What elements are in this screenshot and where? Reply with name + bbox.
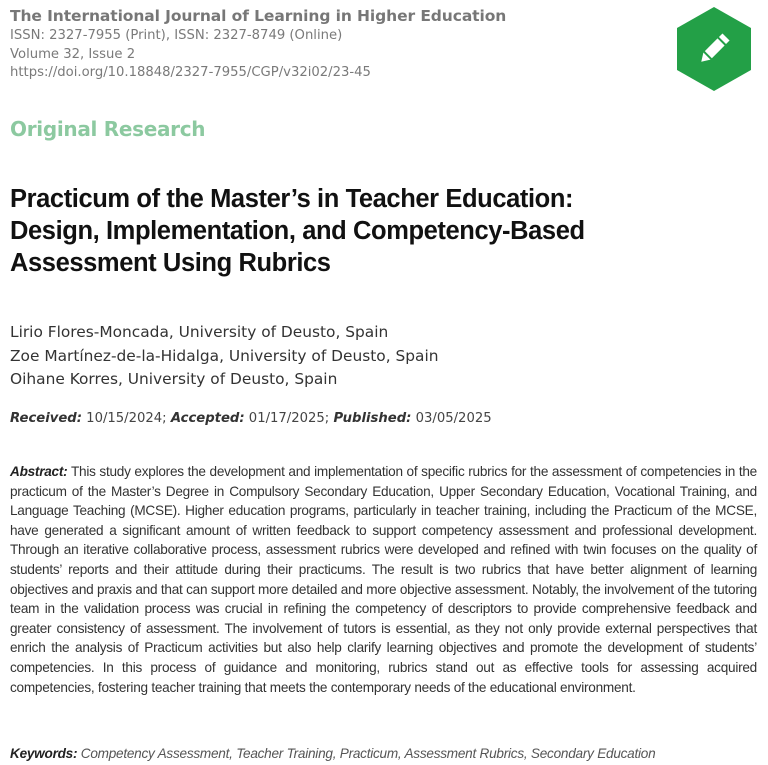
journal-header xyxy=(10,6,506,83)
accepted-date: 01/17/2025; xyxy=(244,411,334,426)
abstract xyxy=(10,462,757,697)
received-date: 10/15/2024; xyxy=(81,411,171,426)
author: Oihane Korres, University of Deusto, Spain xyxy=(10,370,338,388)
publication-dates xyxy=(10,411,492,426)
pencil-icon xyxy=(676,6,752,92)
keywords-label: Keywords: xyxy=(10,746,78,761)
original-research-badge xyxy=(676,6,752,92)
author: Zoe Martínez-de-la-Hidalga, University of Deusto, Spain xyxy=(10,346,439,365)
journal-issn: ISSN: 2327-7955 (Print), ISSN: 2327-8749 (Online) xyxy=(10,28,343,43)
journal-doi-link[interactable]: https://doi.org/10.18848/2327-7955/CGP/v32i02/23-45 xyxy=(10,65,371,80)
title-line: Practicum of the Master’s in Teacher Education: xyxy=(10,185,574,213)
accepted-label: Accepted: xyxy=(170,411,245,426)
keywords-text: Competency Assessment, Teacher Training, Practicum, Assessment Rubrics, Secondary Education xyxy=(77,746,656,761)
title-line: Design, Implementation, and Competency-Based xyxy=(10,217,585,245)
title-line: Assessment Using Rubrics xyxy=(10,249,331,277)
author: Lirio Flores-Moncada, University of Deusto, Spain xyxy=(10,323,389,341)
abstract-text: This study explores the development and implementation of specific rubrics for the assessment of competencies in the practicum of the Master’s Degree in Compulsory Secondary Education, Upper Secondary Education, Vocational Training, and Language Teaching (MCSE). Higher education programs, particularly in teacher training, including the Practicum of the MCSE, have generated a significant amount of written feedback to support competency assessment and professional development. Through an iterative collaborative process, assessment rubrics were developed and refined with twin focuses on the quality of students’ reports and their attitude during their practicums. The result is two rubrics that have better alignment of learning objectives and praxis and that can support more detailed and more objective assessment. Notably, the involvement of the tutoring team in the validation process was crucial in refining the competency of descriptors to provide comprehensive feedback and greater consistency of assessment. The involvement of tutors is essential, as they not only provide external perspectives that enrich the analysis of Practicum activities but also help clarify learning objectives and promote the development of students’ competencies. In this process of guidance and monitoring, rubrics stand out as effective tools for assessing acquired competencies, fostering teacher training that meets the contemporary needs of the educational environment. xyxy=(10,464,757,695)
received-label: Received: xyxy=(10,411,82,426)
journal-name: The International Journal of Learning in Higher Education xyxy=(10,7,507,25)
article-title xyxy=(10,183,750,279)
keywords xyxy=(10,746,768,761)
published-label: Published: xyxy=(333,411,412,426)
abstract-label: Abstract: xyxy=(10,464,68,479)
journal-volume: Volume 32, Issue 2 xyxy=(10,46,136,62)
article-type-label: Original Research xyxy=(10,117,206,141)
author-list xyxy=(10,321,438,392)
published-date: 03/05/2025 xyxy=(411,411,492,426)
